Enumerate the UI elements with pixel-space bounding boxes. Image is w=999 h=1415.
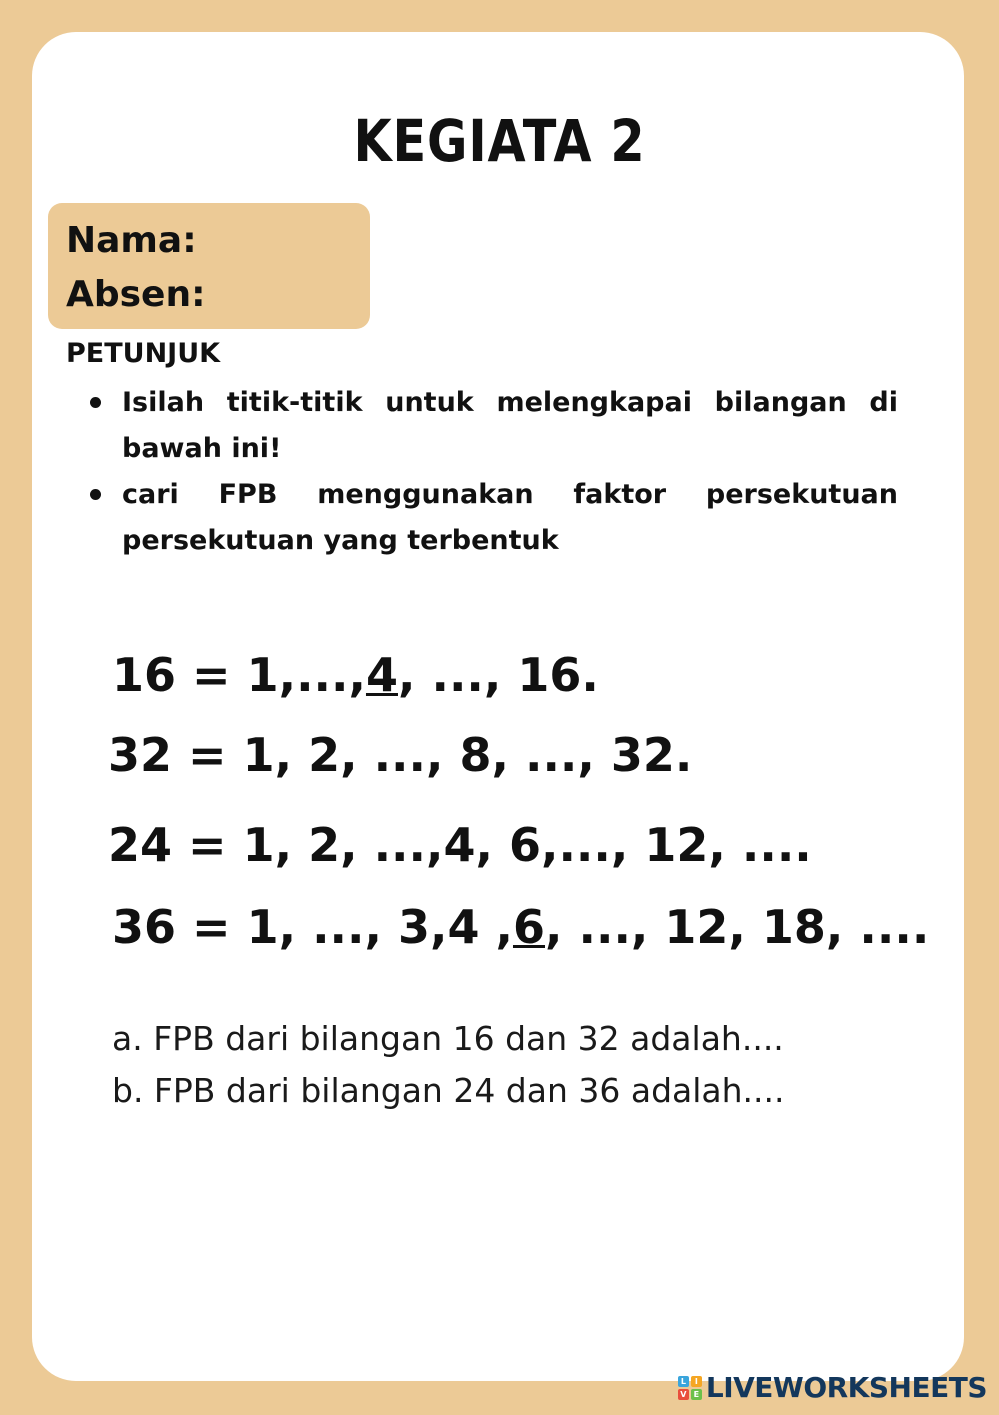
equation-24 (108, 818, 812, 872)
equation-text: 32 = 1, 2, ..., 8, ..., 32. (108, 728, 693, 782)
equation-text: 36 = 1, ..., 3,4 , (112, 900, 513, 954)
equation-text: 16 = 1,..., (112, 648, 366, 702)
instructions-list (84, 380, 898, 564)
question-a: a. FPB dari bilangan 16 dan 32 adalah.... (112, 1019, 784, 1058)
logo-tile: I (691, 1376, 702, 1387)
instruction-item (84, 380, 898, 472)
equation-text: 24 = 1, 2, ...,4, 6,..., 12, .... (108, 818, 812, 872)
liveworksheets-logo-icon (678, 1376, 702, 1400)
watermark-text: LIVEWORKSHEETS (705, 1371, 987, 1404)
equation-text: , ..., 12, 18, .... (545, 900, 930, 954)
bullet-icon (90, 397, 101, 408)
instructions-heading: PETUNJUK (66, 338, 221, 369)
logo-tile: L (678, 1376, 689, 1387)
equation-text: , ..., 16. (397, 648, 599, 702)
equation-filled-answer[interactable]: 6 (512, 900, 545, 954)
name-label: Nama: (66, 220, 197, 261)
absen-label: Absen: (66, 274, 206, 315)
instruction-item (84, 472, 898, 564)
instruction-text: cari FPB menggunakan faktor persekutuan persekutuan yang terbentuk (122, 479, 898, 556)
liveworksheets-watermark (678, 1371, 987, 1404)
logo-tile: V (678, 1389, 689, 1400)
question-b: b. FPB dari bilangan 24 dan 36 adalah.... (112, 1071, 785, 1110)
instruction-text: Isilah titik-titik untuk melengkapai bilangan di bawah ini! (122, 387, 898, 464)
equation-32 (108, 728, 693, 782)
bullet-icon (90, 489, 101, 500)
equation-36 (112, 900, 930, 954)
logo-tile: E (691, 1389, 702, 1400)
equation-16 (112, 648, 599, 702)
worksheet-title: KEGIATA 2 (353, 107, 646, 175)
equation-filled-answer[interactable]: 4 (365, 648, 398, 702)
identity-box (48, 203, 370, 329)
